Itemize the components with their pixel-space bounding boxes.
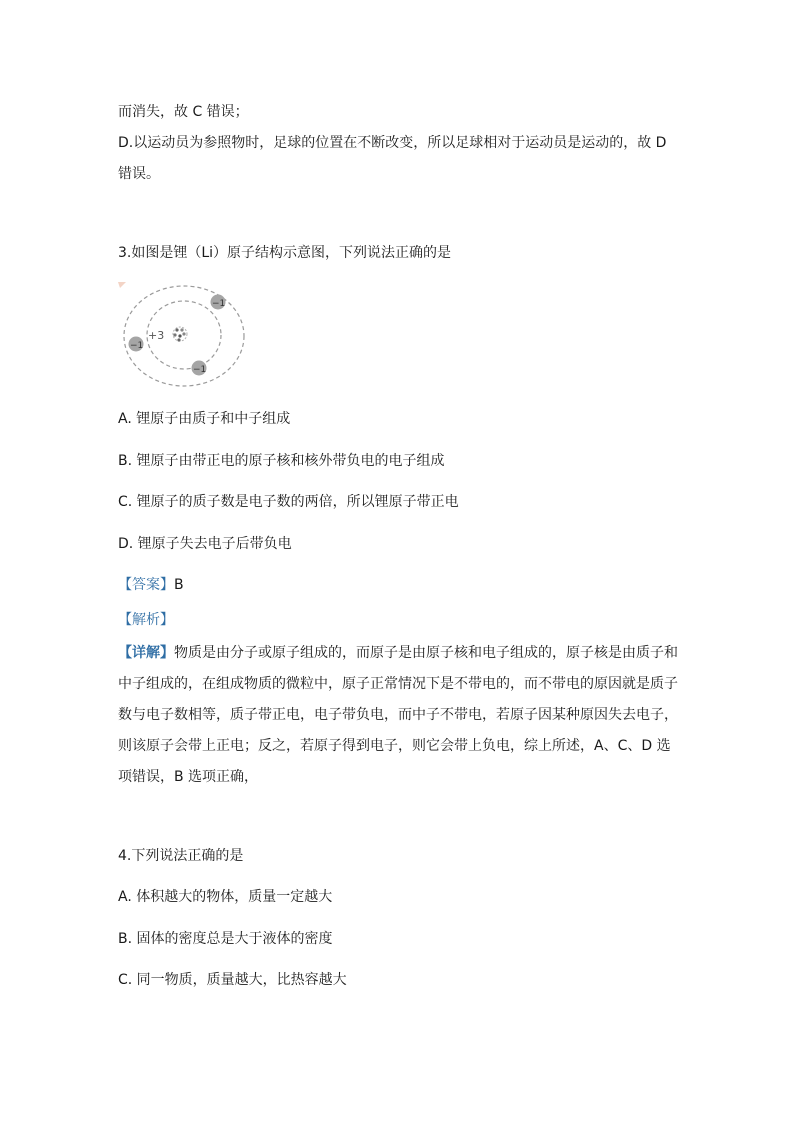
q3-option-d: D. 锂原子失去电子后带负电 (118, 536, 292, 552)
q3-detail-line-2: 中子组成的，在组成物质的微粒中，原子正常情况下是不带电的，而不带电的原因就是质子 (118, 676, 678, 692)
q3-analysis-tag (118, 610, 174, 630)
q3-option-a: A. 锂原子由质子和中子组成 (118, 411, 291, 427)
outer-orbit (124, 286, 244, 386)
q4-option-c: C. 同一物质，质量越大，比热容越大 (118, 972, 347, 988)
q2-text-line-3: 错误。 (118, 166, 160, 182)
q3-stem: 3.如图是锂（Li）原子结构示意图，下列说法正确的是 (118, 245, 452, 261)
answer-value: B (174, 577, 184, 593)
lithium-atom-diagram (116, 280, 246, 390)
q3-detail-line-1: 【详解】物质是由分子或原子组成的，而原子是由原子核和电子组成的，原子核是由质子和 (118, 645, 678, 661)
q2-text-line-2: D.以运动员为参照物时，足球的位置在不断改变，所以足球相对于运动员是运动的，故 D (118, 135, 667, 151)
svg-text:−1: −1 (130, 341, 144, 351)
electron-inner-left (129, 337, 144, 352)
q3-detail-line-5: 项错误，B 选项正确， (118, 769, 259, 785)
detail-tag: 【详解】 (118, 645, 174, 661)
analysis-tag: 【解析】 (118, 612, 174, 628)
corner-mark-icon (118, 282, 126, 288)
q4-option-a: A. 体积越大的物体，质量一定越大 (118, 889, 333, 905)
q3-answer (118, 575, 184, 595)
q4-stem: 4.下列说法正确的是 (118, 848, 244, 864)
q4-option-b: B. 固体的密度总是大于液体的密度 (118, 931, 333, 947)
electron-outer (211, 295, 226, 310)
nucleus-charge: +3 (148, 329, 165, 342)
svg-text:−1: −1 (212, 299, 226, 309)
nucleus (173, 327, 187, 342)
q2-text-line-1: 而消失，故 C 错误； (118, 104, 249, 120)
svg-text:−1: −1 (193, 365, 207, 375)
q3-detail-line-4: 则该原子会带上正电；反之，若原子得到电子，则它会带上负电，综上所述，A、C、D 选 (118, 738, 671, 754)
q3-detail-line-3: 数与电子数相等，质子带正电，电子带负电，而中子不带电，若原子因某种原因失去电子， (118, 707, 678, 723)
q3-option-c: C. 锂原子的质子数是电子数的两倍，所以锂原子带正电 (118, 494, 459, 510)
q3-option-b: B. 锂原子由带正电的原子核和核外带负电的电子组成 (118, 453, 445, 469)
electron-inner-bottom (192, 361, 207, 376)
answer-tag: 【答案】 (118, 577, 174, 593)
